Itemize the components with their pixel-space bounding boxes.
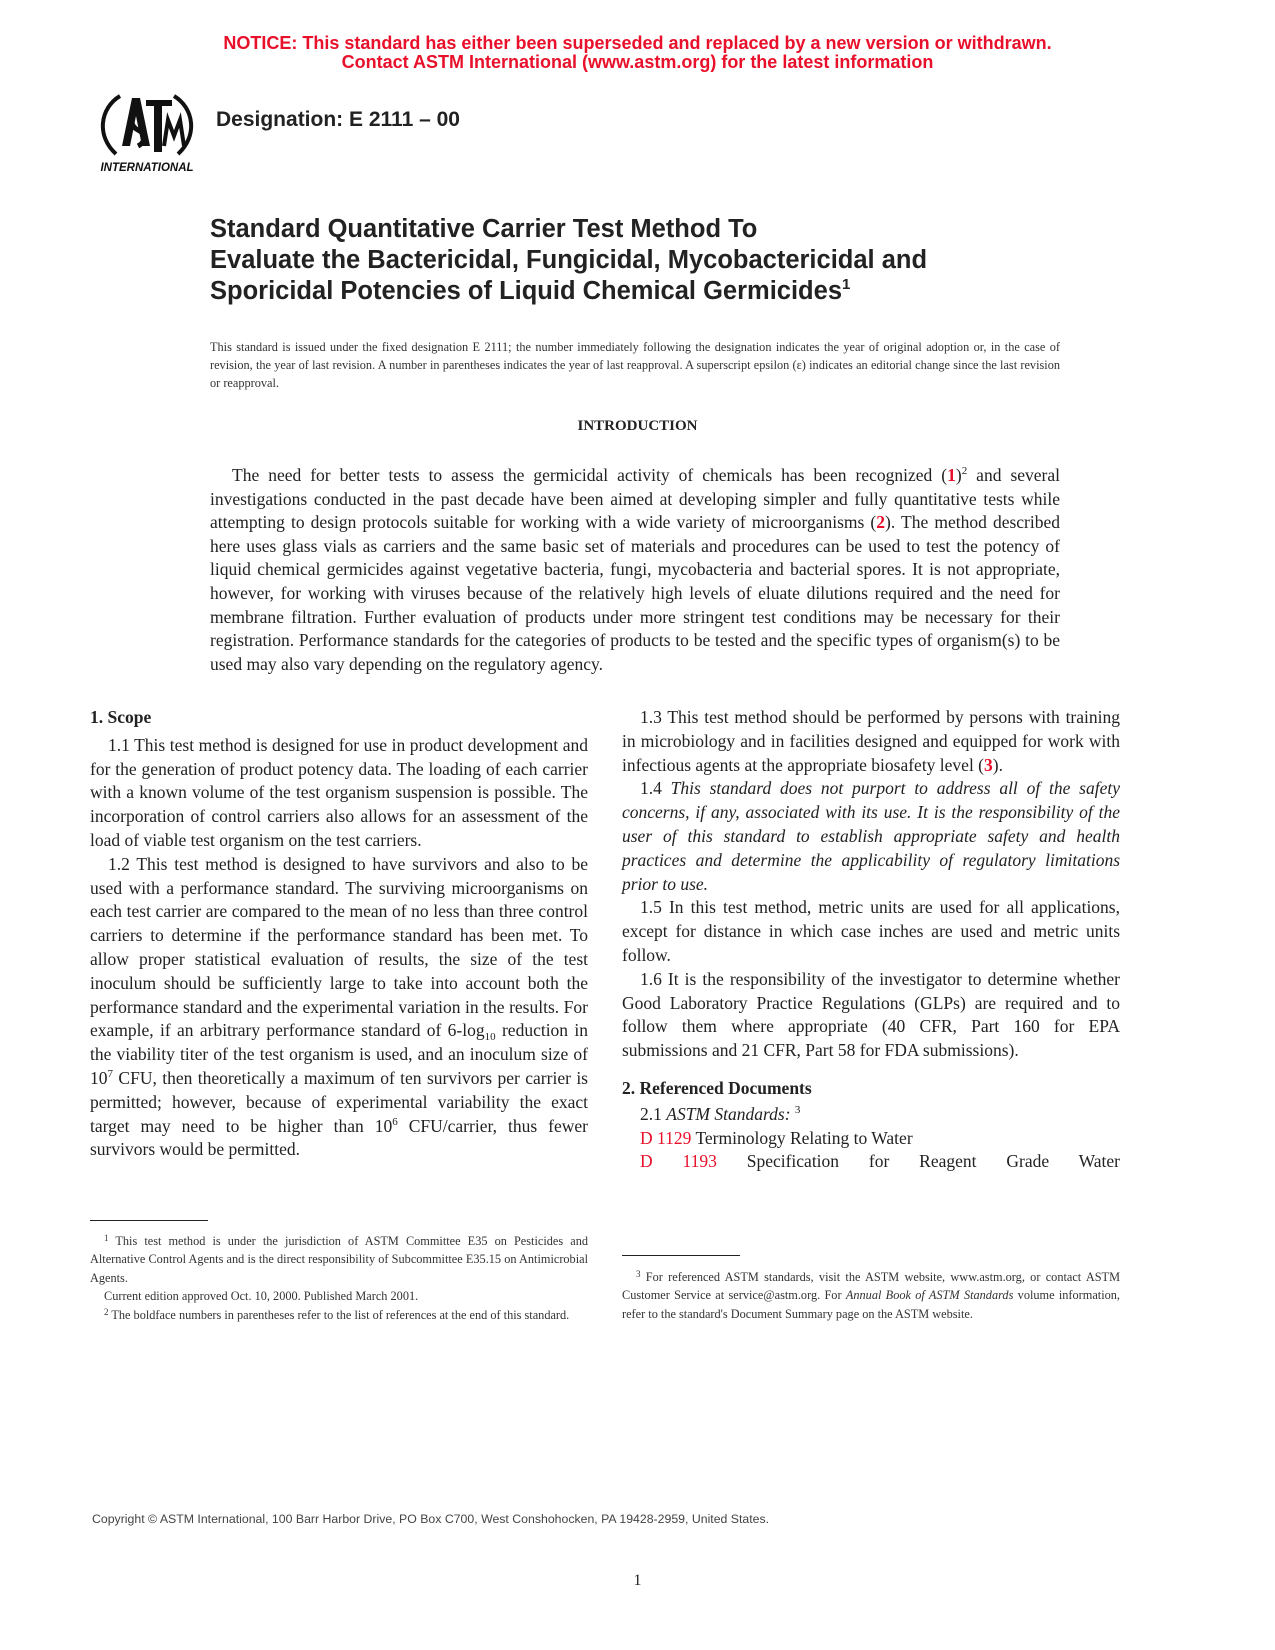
footnote-2-mark: 2 [104, 1306, 109, 1317]
left-column [90, 706, 588, 1162]
footnote-mark-2: 2 [961, 465, 968, 477]
title-line-3-text: Sporicidal Potencies of Liquid Chemical Germicides [210, 277, 842, 305]
reference-item [622, 1150, 1120, 1174]
footnote-2 [90, 1306, 588, 1324]
intro-text-2: ) [955, 465, 962, 485]
exponent-7: 7 [107, 1067, 113, 1080]
footnote-3 [622, 1268, 1120, 1323]
section-1-5: 1.5 In this test method, metric units are used for all applications, except for distance in which case inches are used and metric units follow. [622, 897, 1120, 965]
footnote-3-mark: 3 [636, 1269, 641, 1279]
section-2-1 [622, 1103, 1120, 1127]
reference-link-2[interactable]: 2 [876, 512, 886, 533]
intro-text-1: The need for better tests to assess the germicidal activity of chemicals has been recognized ( [232, 465, 948, 485]
section-1-4-text: This standard does not purport to address all of the safety concerns, if any, associated with its use. It is the responsibility of the user of this standard to establish appropriate safety and health practices and determine the applicability of regulatory limitations prior to use. [622, 778, 1120, 894]
section-1-3 [622, 706, 1120, 777]
footnote-mark-3: 3 [794, 1103, 801, 1116]
logo-wordmark: INTERNATIONAL [100, 162, 194, 174]
designation: Designation: E 2111 – 00 [216, 108, 460, 131]
footnote-3-text-b: volume information, refer to the standard's Document Summary page on the ASTM website. [622, 1288, 1120, 1321]
section-1-2-text-c: CFU, then theoretically a maximum of ten survivors per carrier is permitted; however, because of experimental variability the exact target may need to be higher than 10 [90, 1067, 588, 1136]
introduction-heading: INTRODUCTION [577, 418, 698, 434]
reference-title-d1129: Terminology Relating to Water [695, 1127, 913, 1148]
referenced-documents-heading: 2. Referenced Documents [622, 1077, 812, 1098]
footnote-2-text: The boldface numbers in parentheses refer to the list of references at the end of this standard. [111, 1307, 570, 1322]
logo-left-arc [103, 96, 120, 154]
reference-item [622, 1127, 1120, 1151]
section-1-6: 1.6 It is the responsibility of the investigator to determine whether Good Laboratory Practice Regulations (GLPs) are required and to follow them where appropriate (40 CFR, Part 160 for EPA submissions and 21 CFR, Part 58 for FDA submissions). [622, 968, 1120, 1061]
document-title [210, 214, 1090, 307]
footnote-3-text-a: For referenced ASTM standards, visit the ASTM website, www.astm.org, or contact ASTM Customer Service at service@astm.org. For [622, 1270, 1120, 1303]
introduction-paragraph [210, 464, 1060, 676]
section-1-2-text-d: CFU/carrier, thus fewer survivors would be permitted. [90, 1115, 588, 1160]
notice-line-1: NOTICE: This standard has either been superseded and replaced by a new version or withdrawn. [223, 33, 1052, 53]
section-1-1: 1.1 This test method is designed for use in product development and for the generation of product potency data. The loading of each carrier with a known volume of the test organism suspension is possible. The incorporation of control carriers also allows for an assessment of the load of viable test organism on the test carriers. [90, 734, 588, 850]
title-line-3 [210, 276, 1090, 307]
section-1-4 [622, 777, 1120, 896]
copyright-line: Copyright © ASTM International, 100 Barr Harbor Drive, PO Box C700, West Conshohocken, PA 19428-2959, United States. [92, 1512, 770, 1526]
section-1-2-text-b: reduction in the viability titer of the test organism is used, and an inoculum size of 10 [90, 1020, 588, 1088]
section-1-3-text-b: ). [992, 754, 1003, 775]
footnote-3-italic: Annual Book of ASTM Standards [845, 1288, 1014, 1303]
section-2-1-number: 2.1 [640, 1103, 667, 1124]
reference-title-d1193: Specification for Reagent Grade Water [746, 1151, 1120, 1172]
section-1-4-number: 1.4 [640, 778, 671, 799]
reference-link-3[interactable]: 3 [984, 754, 993, 775]
title-footnote-mark: 1 [842, 276, 851, 293]
intro-text-3: and several investigations conducted in the past decade have been aimed at developing simpler and fully quantitative tests while attempting to design protocols suitable for working with a wide variety of microorganisms ( [210, 465, 1060, 533]
reference-code-d1193[interactable]: D 1193 [640, 1151, 717, 1172]
footnote-1-mark: 1 [104, 1233, 109, 1243]
footnote-rule-left [90, 1220, 208, 1221]
footnote-1-edition: Current edition approved Oct. 10, 2000. Published March 2001. [104, 1289, 419, 1304]
footnote-1-text: This test method is under the jurisdiction of ASTM Committee E35 on Pesticides and Alternative Control Agents and is the direct responsibility of Subcommittee E35.15 on Antimicrobial Agents. [90, 1234, 588, 1285]
section-1-2 [90, 853, 588, 1162]
astm-logo [92, 86, 202, 186]
right-column [622, 706, 1120, 1174]
reference-code-d1129[interactable]: D 1129 [640, 1127, 692, 1148]
footnote-1 [90, 1232, 588, 1287]
exponent-6: 6 [392, 1115, 398, 1128]
log-subscript: 10 [484, 1031, 496, 1044]
title-line-1: Standard Quantitative Carrier Test Method To [210, 215, 758, 243]
section-2-1-text: ASTM Standards: [666, 1103, 791, 1124]
section-1-2-text-a: 1.2 This test method is designed to have survivors and also to be used with a performance standard. The surviving microorganisms on each test carrier are compared to the mean of no less than three control carriers to determine if the performance standard has been met. To allow proper statistical evaluation of results, the size of the test inoculum should be sufficiently large to take into account both the performance standard and the experimental variation in the results. For example, if an arbitrary performance standard of 6-log [90, 853, 588, 1041]
notice-line-2: Contact ASTM International (www.astm.org) for the latest information [341, 52, 934, 72]
footnote-rule-right [622, 1255, 740, 1256]
footnotes-left [90, 1232, 588, 1324]
reference-link-1[interactable]: 1 [947, 465, 956, 485]
section-1-3-text-a: 1.3 This test method should be performed by persons with training in microbiology and in facilities designed and equipped for work with infectious agents at the appropriate biosafety level ( [622, 707, 1120, 775]
title-line-2: Evaluate the Bactericidal, Fungicidal, Mycobactericidal and [210, 246, 928, 274]
intro-text-4: ). The method described here uses glass vials as carriers and the same basic set of materials and procedures can be used to test the potency of liquid chemical germicides against vegetative bacteria, fungi, mycobacteria and bacterial spores. It is not appropriate, however, for working with viruses because of the relatively high levels of eluate dilutions required and the need for membrane filtration. Further evaluation of products under more stringent test conditions may be necessary for their registration. Performance standards for the categories of products to be tested and the specific types of organism(s) to be used may also vary depending on the regulatory agency. [210, 512, 1060, 674]
scope-heading: 1. Scope [90, 707, 152, 727]
logo-letter-m [164, 120, 184, 146]
issued-note: This standard is issued under the fixed designation E 2111; the number immediately following the designation indicates the year of original adoption or, in the case of revision, the year of last revision. A number in parentheses indicates the year of last reapproval. A superscript epsilon (ε) indicates an editorial change since the last revision or reapproval. [210, 340, 1060, 390]
footnotes-right [622, 1268, 1120, 1323]
page-number: 1 [633, 1572, 642, 1589]
